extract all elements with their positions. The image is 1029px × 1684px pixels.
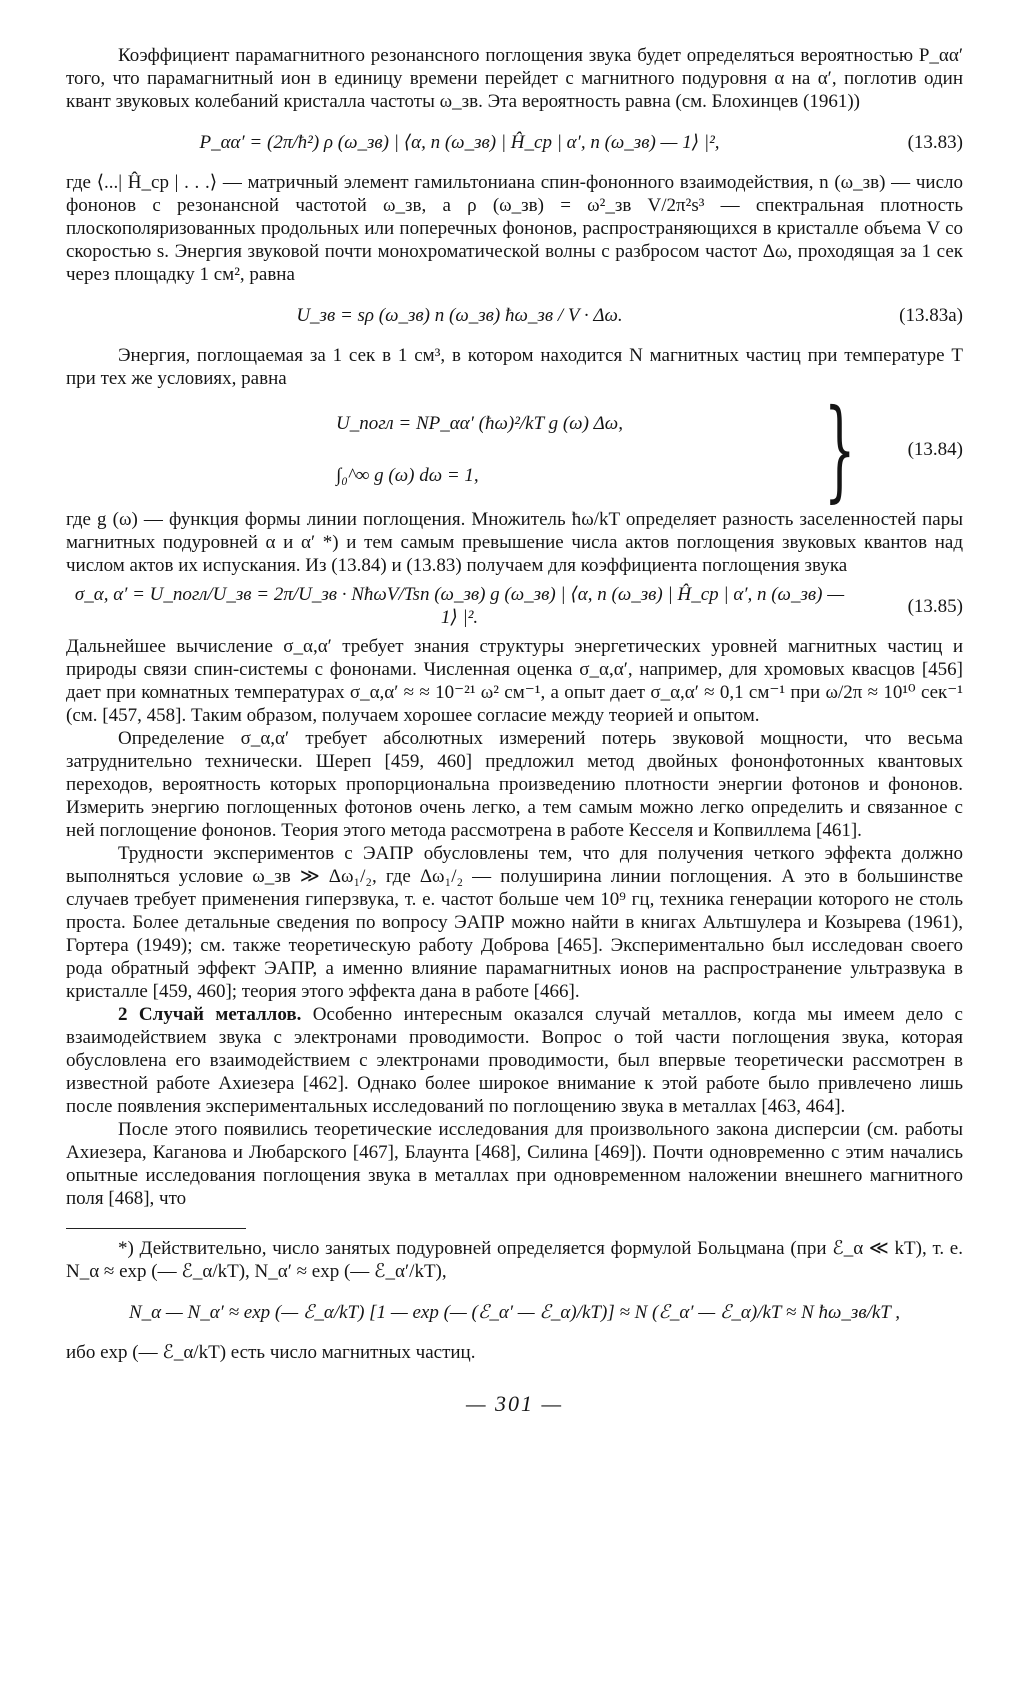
footnote-line-2: ибо exp (— ℰ_α/kT) есть число магнитных частиц. (66, 1342, 476, 1363)
paragraph-9: После этого появились теоретические исследования для произвольного закона дисперсии (см. работы Ахиезера, Каганова и Любарского [467], Блаунта [468], Силина [469]). Почти одновременно с этим начались опытные исследования поглощения звука в металлах при одновременном наложении внешнего магнитного поля [468], что (66, 1119, 963, 1209)
paragraph-4: где g (ω) — функция формы линии поглощения. Множитель ħω/kT определяет разность заселенностей пары магнитных подуровней α и α′ *) и тем самым превышение числа актов поглощения звуковых квантов над числом актов их испускания. Из (13.84) и (13.83) получаем для коэффициента поглощения звука (66, 509, 963, 576)
paragraph-3: Энергия, поглощаемая за 1 сек в 1 см³, в котором находится N магнитных частиц при температуре T при тех же условиях, равна (66, 345, 963, 389)
equation-body: N_α — N_α′ ≈ exp (— ℰ_α/kT) [1 — exp (— (ℰ_α′ — ℰ_α)/kT)] ≈ N (ℰ_α′ — ℰ_α)/kT ≈ N ħω_зв/kT , (128, 1301, 901, 1323)
footnote-line-1: *) Действительно, число занятых подуровней определяется формулой Больцмана (при ℰ_α ≪ kT), т. е. N_α ≈ exp (— ℰ_α/kT), N_α′ ≈ exp (— ℰ_α′/kT), (66, 1238, 963, 1282)
equation-13-83a (66, 292, 963, 338)
equation-line-2: ∫₀^∞ g (ω) dω = 1, (336, 464, 479, 486)
footnote (66, 1237, 963, 1364)
paragraph-6: Определение σ_α,α′ требует абсолютных измерений потерь звуковой мощности, что весьма затруднительно технически. Шереп [459, 460] предложил метод двойных фононфотонных квантовых переходов, вероятность которых пропорциональна произведению плотности энергии фотонов и фононов. Измерить энергию поглощенных фотонов очень легко, а тем самым можно легко определить и связанное с ней поглощение фононов. Теория этого метода рассмотрена в работе Кесселя и Копвиллема [461]. (66, 728, 963, 841)
equation-number: (13.83) (907, 131, 963, 153)
right-brace: } (824, 385, 856, 513)
section-heading: 2 Случай металлов. (118, 1004, 302, 1025)
equation-body: P_αα′ = (2π/ħ²) ρ (ω_зв) | ⟨α, n (ω_зв) | Ĥ_ср | α′, n (ω_зв) — 1⟩ |², (199, 131, 720, 153)
equation-line-1: U_погл = NP_αα′ (ħω)²/kT g (ω) Δω, (336, 412, 623, 434)
equation-number: (13.83a) (899, 304, 963, 326)
equation-13-83 (66, 119, 963, 165)
equation-13-85 (66, 583, 963, 629)
equation-number: (13.85) (907, 595, 963, 617)
footnote-equation (66, 1289, 963, 1335)
equation-number: (13.84) (907, 438, 963, 460)
paragraph-7: Трудности экспериментов с ЭАПР обусловлены тем, что для получения четкого эффекта должно выполняться условие ω_зв ≫ Δω₁/₂, где Δω₁/₂ — полуширина линии поглощения. А это в большинстве случаев требует применения гиперзвука, т. е. частот больше чем 10⁹ гц, техника генерации которого не столь проста. Более детальные сведения по вопросу ЭАПР можно найти в книгах Альтшулера и Козырева (1961), Гортера (1949); см. также теоретическую работу Доброва [465]. Экспериментально был исследован своего рода обратный эффект ЭАПР, а именно влияние парамагнитных ионов на распространение ультразвука в кристалле [459, 460]; теория этого эффекта дана в работе [466]. (66, 843, 963, 1002)
page-number: — 301 — (465, 1391, 564, 1416)
paragraph-1: Коэффициент парамагнитного резонансного поглощения звука будет определяться вероятностью P_αα′ того, что парамагнитный ион в единицу времени перейдет с магнитного подуровня α на α′, поглотив один квант звуковых колебаний кристалла частоты ω_зв. Эта вероятность равна (см. Блохинцев (1961)) (66, 45, 963, 112)
equation-body: σ_α, α′ = U_погл/U_зв = 2π/U_зв · NħωV/Tsn (ω_зв) g (ω_зв) | ⟨α, n (ω_зв) | Ĥ_ср | α′, n (ω_зв) — 1⟩ |². (74, 584, 845, 628)
equation-13-84 (66, 385, 963, 513)
paragraph-5: Дальнейшее вычисление σ_α,α′ требует знания структуры энергетических уровней магнитных частиц и природы связи спин-системы с фононами. Численная оценка σ_α,α′, например, для хромовых квасцов [456] дает при комнатных температурах σ_α,α′ ≈ ≈ 10⁻²¹ ω² см⁻¹, а опыт дает σ_α,α′ ≈ 0,1 см⁻¹ при ω/2π ≈ 10¹⁰ сек⁻¹ (см. [457, 458]. Таким образом, получаем хорошее согласие между теорией и опытом. (66, 636, 963, 726)
paragraph-2: где ⟨...| Ĥ_ср | . . .⟩ — матричный элемент гамильтониана спин-фононного взаимодействия, n (ω_зв) — число фононов с резонансной частотой ω_зв, а ρ (ω_зв) = ω²_зв V/2π²s³ — спектральная плотность плоскополяризованных продольных или поперечных фононов, распространяющихся в кристалле объема V со скоростью s. Энергия звуковой почти монохроматической волны с разбросом частот Δω, проходящая за 1 сек через площадку 1 см², равна (66, 172, 963, 285)
paragraph-8 (66, 1003, 963, 1118)
equation-body: U_зв = sρ (ω_зв) n (ω_зв) ħω_зв / V · Δω. (296, 304, 623, 326)
footnote-divider (66, 1228, 246, 1229)
equation-system (66, 397, 813, 501)
paragraph-8-text: Особенно интересным оказался случай металлов, когда мы имеем дело с взаимодействием звука с электронами проводимости. Вопрос о той части поглощения звука, которая обусловлена его взаимодействием с электронами проводимости, был впервые теоретически рассмотрен в известной работе Ахиезера [462]. Однако более широкое внимание к этой работе было привлечено лишь после появления экспериментальных исследований по поглощению звука в металлах [463, 464]. (66, 1004, 963, 1117)
